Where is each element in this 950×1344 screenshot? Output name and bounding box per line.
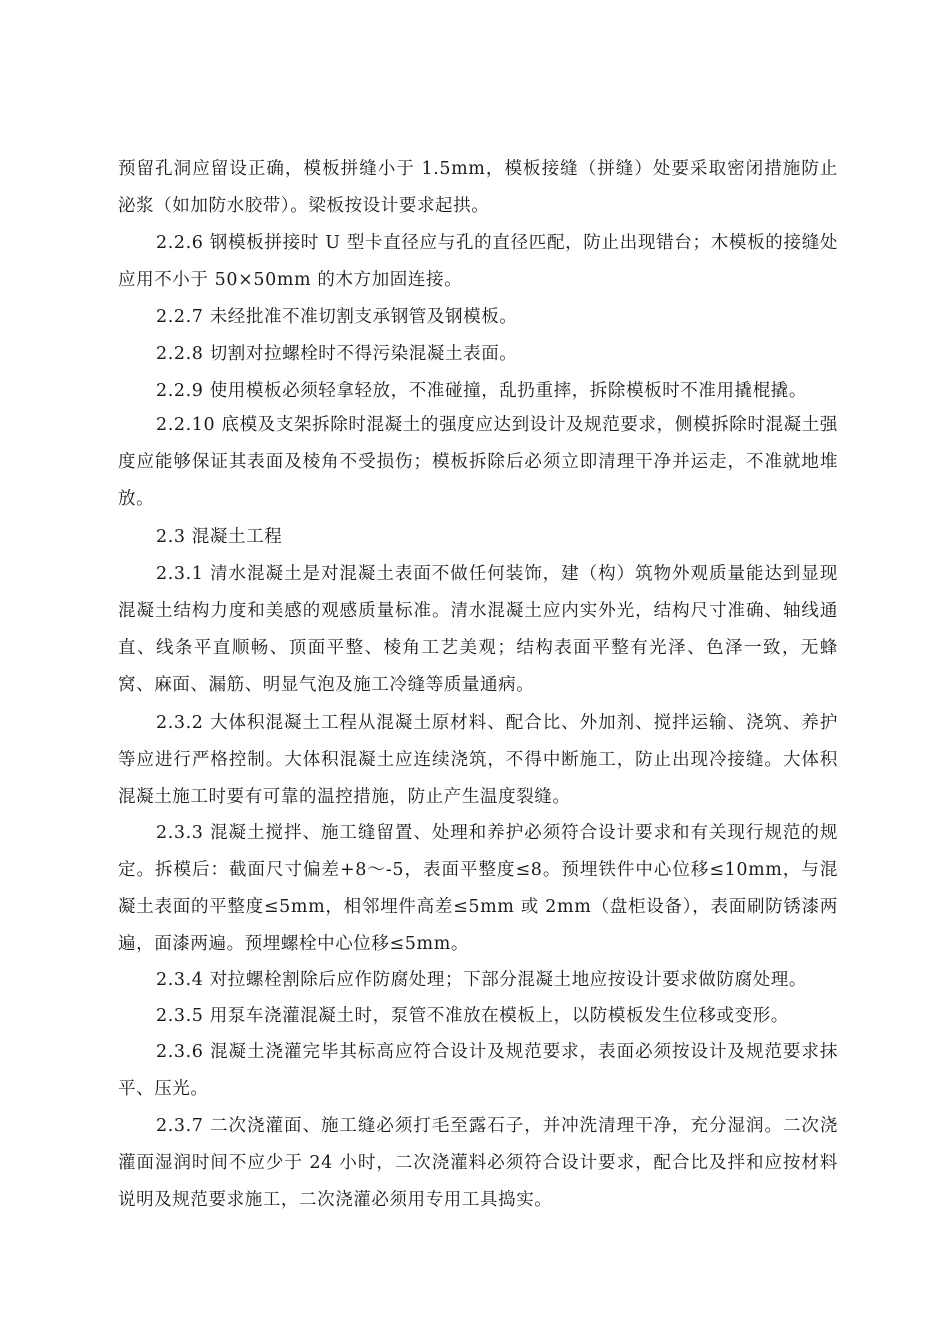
- paragraph-2-3-3: 2.3.3 混凝土搅拌、施工缝留置、处理和养护必须符合设计要求和有关现行规范的规定。拆模后：截面尺寸偏差+8～-5，表面平整度≤8。预埋铁件中心位移≤10mm，与混凝土表面的平整度≤5mm，相邻埋件高差≤5mm 或 2mm（盘柜设备），表面刷防锈漆两遍，面漆两遍。预埋螺栓中心位移≤5mm。: [118, 823, 838, 954]
- paragraph-2-3-6: 2.3.6 混凝土浇灌完毕其标高应符合设计及规范要求，表面必须按设计及规范要求抹平、压光。: [118, 1042, 838, 1099]
- paragraph-2-3-7: 2.3.7 二次浇灌面、施工缝必须打毛至露石子，并冲洗清理干净，充分湿润。二次浇灌面湿润时间不应少于 24 小时，二次浇灌料必须符合设计要求，配合比及拌和应按材料说明及规范要求施工，二次浇灌必须用专用工具捣实。: [118, 1116, 838, 1210]
- paragraph-2-3-2: 2.3.2 大体积混凝土工程从混凝土原材料、配合比、外加剂、搅拌运输、浇筑、养护等应进行严格控制。大体积混凝土应连续浇筑，不得中断施工，防止出现冷接缝。大体积混凝土施工时要有可靠的温控措施，防止产生温度裂缝。: [118, 713, 838, 807]
- paragraph-2-2-6: 2.2.6 钢模板拼接时 U 型卡直径应与孔的直径匹配，防止出现错台；木模板的接缝处应用不小于 50×50mm 的木方加固连接。: [118, 233, 838, 290]
- paragraph-formwork-preparation: 预留孔洞应留设正确，模板拼缝小于 1.5mm，模板接缝（拼缝）处要采取密闭措施防止泌浆（如加防水胶带）。梁板按设计要求起拱。: [118, 159, 838, 216]
- paragraph-2-2-10: 2.2.10 底模及支架拆除时混凝土的强度应达到设计及规范要求，侧模拆除时混凝土强度应能够保证其表面及棱角不受损伤；模板拆除后必须立即清理干净并运走，不准就地堆放。: [118, 415, 838, 509]
- paragraph-2-3-1: 2.3.1 清水混凝土是对混凝土表面不做任何装饰，建（构）筑物外观质量能达到显现混凝土结构力度和美感的观感质量标准。清水混凝土应内实外光，结构尺寸准确、轴线通直、线条平直顺畅、顶面平整、棱角工艺美观；结构表面平整有光泽、色泽一致，无蜂窝、麻面、漏筋、明显气泡及施工冷缝等质量通病。: [118, 564, 838, 695]
- paragraph-2-3-4: 2.3.4 对拉螺栓割除后应作防腐处理；下部分混凝土地应按设计要求做防腐处理。: [156, 970, 807, 990]
- paragraph-2-2-9: 2.2.9 使用模板必须轻拿轻放，不准碰撞，乱扔重摔，拆除模板时不准用撬棍撬。: [156, 381, 807, 401]
- paragraph-2-3-5: 2.3.5 用泵车浇灌混凝土时，泵管不准放在模板上，以防模板发生位移或变形。: [156, 1006, 789, 1026]
- paragraph-2-2-7: 2.2.7 未经批准不准切割支承钢管及钢模板。: [156, 307, 518, 327]
- paragraph-2-2-8: 2.2.8 切割对拉螺栓时不得污染混凝土表面。: [156, 344, 518, 364]
- section-heading-2-3: 2.3 混凝土工程: [156, 527, 283, 547]
